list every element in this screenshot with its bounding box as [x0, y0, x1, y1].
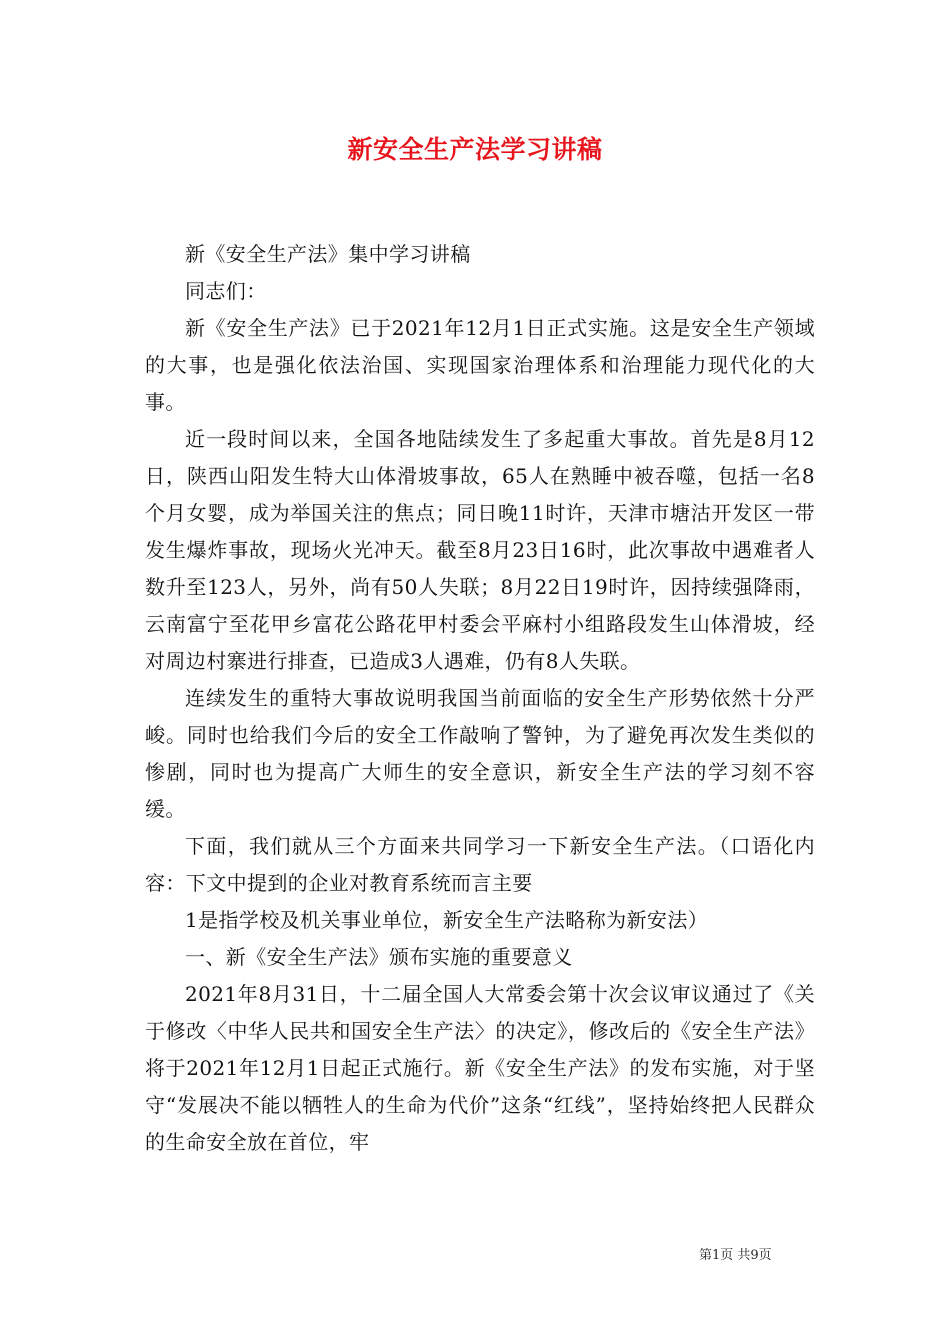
paragraph-overview: 下面，我们就从三个方面来共同学习一下新安全生产法。（口语化内容：下文中提到的企业对教育系统而言主要: [145, 834, 815, 895]
paragraph-intro: 新《安全生产法》已于2021年12月1日正式实施。这是安全生产领域的大事，也是强化依法治国、实现国家治理体系和治理能力现代化的大事。: [145, 316, 815, 414]
paragraph-accidents: 近一段时间以来，全国各地陆续发生了多起重大事故。首先是8月12日，陕西山阳发生特大山体滑坡事故，65人在熟睡中被吞噬，包括一名8个月女婴，成为举国关注的焦点；同日晚11时许，天津市塘沽开发区一带发生爆炸事故，现场火光冲天。截至8月23日16时，此次事故中遇难者人数升至123人，另外，尚有50人失联；8月22日19时许，因持续强降雨，云南富宁至花甲乡富花公路花甲村委会平麻村小组路段发生山体滑坡，经对周边村寨进行排查，已造成3人遇难，仍有8人失联。: [145, 427, 815, 673]
document-body: [145, 236, 815, 1161]
paragraph-salutation: 同志们：: [185, 279, 267, 303]
paragraph-subtitle: 新《安全生产法》集中学习讲稿: [185, 242, 471, 266]
section-heading-1: 一、新《安全生产法》颁布实施的重要意义: [185, 945, 573, 969]
document-title: 新安全生产法学习讲稿: [347, 135, 603, 164]
page-number: 第1页 共9页: [699, 1248, 772, 1263]
paragraph-note: 1是指学校及机关事业单位，新安全生产法略称为新安法）: [185, 908, 709, 932]
paragraph-significance: 2021年8月31日，十二届全国人大常委会第十次会议审议通过了《关于修改〈中华人民共和国安全生产法〉的决定》，修改后的《安全生产法》将于2021年12月1日起正式施行。新《安全生产法》的发布实施，对于坚守“发展决不能以牺牲人的生命为代价”这条“红线”，坚持始终把人民群众的生命安全放在首位，牢: [145, 982, 815, 1154]
paragraph-situation: 连续发生的重特大事故说明我国当前面临的安全生产形势依然十分严峻。同时也给我们今后的安全工作敲响了警钟，为了避免再次发生类似的惨剧，同时也为提高广大师生的安全意识，新安全生产法的学习刻不容缓。: [145, 686, 815, 821]
